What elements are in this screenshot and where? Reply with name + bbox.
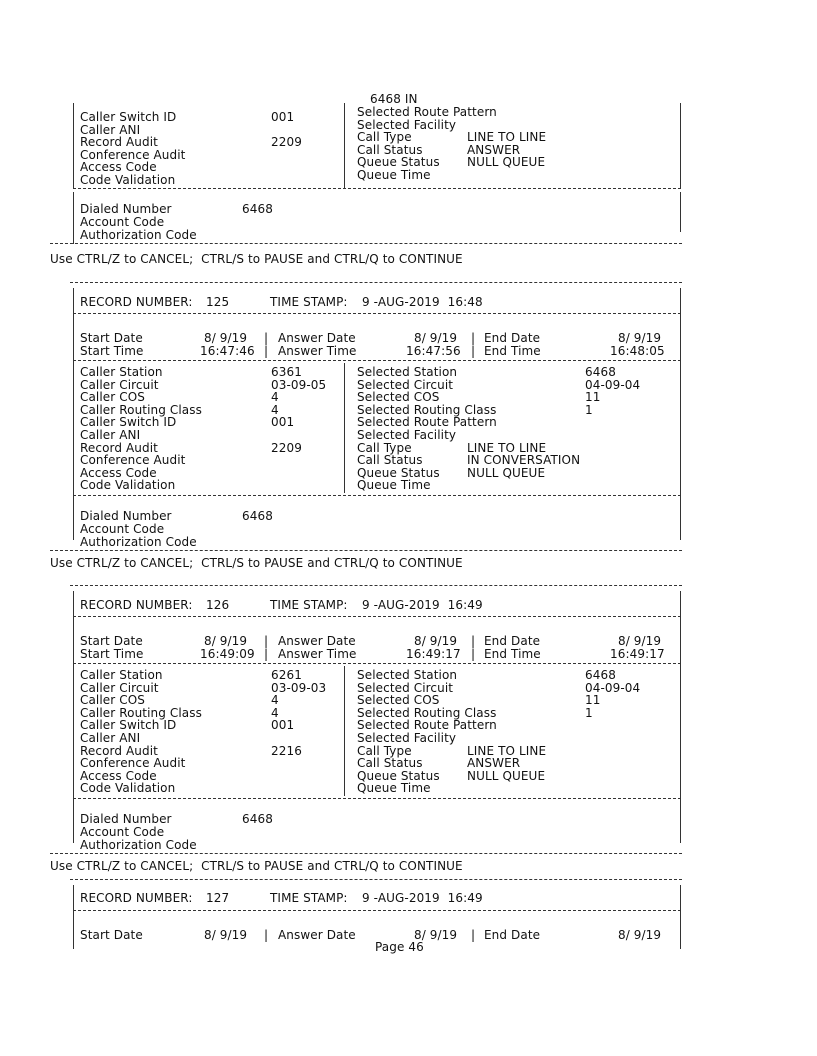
record-number-value: 125 [206,295,230,309]
time-stamp-value: 9 -AUG-2019 16:49 [362,598,483,612]
caller-field-value: 6261 [271,668,302,682]
end-time-label: End Time [484,647,541,661]
separator-bar: | [471,344,476,358]
dialed-number-value: 6468 [242,812,273,826]
authorization-code-label: Authorization Code [80,838,197,852]
divider [50,550,682,551]
dialed-number-label: Dialed Number [80,509,172,523]
box-left-border [73,192,74,244]
caller-field-label: Caller Circuit [80,680,159,695]
selected-field-label: Selected Facility [357,117,457,132]
caller-field-label: Caller Routing Class [80,402,202,417]
header-tail: 6468 IN [370,92,418,106]
caller-field-value: 4 [271,693,279,708]
dialed-number-label: Dialed Number [80,812,172,826]
answer-date-value: 8/ 9/19 [414,331,458,345]
divider [73,798,681,799]
selected-field-label: Queue Time [357,168,431,182]
caller-field-label: Caller Circuit [80,377,159,392]
account-code-label: Account Code [80,522,165,536]
separator-bar: | [264,634,269,648]
answer-time-label: Answer Time [278,344,357,358]
column-divider [344,103,345,188]
answer-date-value: 8/ 9/19 [414,634,458,648]
caller-field-label: Access Code [80,160,157,175]
start-time-value: 16:49:09 [200,647,255,661]
selected-field-label: Selected Route Pattern [357,105,497,119]
start-time-label: Start Time [80,647,144,661]
selected-field-label: Selected Station [357,668,458,682]
caller-field-label: Caller Routing Class [80,705,202,720]
authorization-code-label: Authorization Code [80,535,197,549]
selected-field-value: 04-09-04 [585,377,641,392]
record-number-label: RECORD NUMBER: [80,891,193,905]
selected-field-label: Selected Route Pattern [357,415,497,430]
separator-bar: | [471,647,476,661]
record-number-value: 126 [206,598,230,612]
end-date-label: End Date [484,331,541,345]
end-date-value: 8/ 9/19 [618,634,662,648]
selected-field-value: NULL QUEUE [467,465,546,480]
caller-field-value: 03-09-03 [271,680,327,695]
box-right-border [680,288,681,540]
divider [70,879,682,880]
selected-field-value: 6468 [585,668,616,682]
divider [70,585,682,586]
box-right-border [680,591,681,843]
end-date-label: End Date [484,928,541,942]
start-date-label: Start Date [80,928,143,942]
caller-field-value: 2209 [271,440,302,455]
separator-bar: | [264,647,269,661]
caller-field-value: 001 [271,718,295,733]
selected-field-label: Call Status [357,142,423,157]
selected-field-label: Call Status [357,756,423,771]
start-date-value: 8/ 9/19 [204,928,248,942]
box-left-border [73,103,74,188]
selected-field-value: LINE TO LINE [467,130,547,145]
selected-field-label: Queue Status [357,465,440,480]
separator-bar: | [264,331,269,345]
caller-field-value: 6361 [271,365,302,379]
box-left-border [73,591,74,843]
end-date-value: 8/ 9/19 [618,928,662,942]
selected-field-value: 6468 [585,365,616,379]
time-stamp-label: TIME STAMP: [270,891,348,905]
selected-field-value: NULL QUEUE [467,155,546,170]
authorization-code-label: Authorization Code [80,228,197,242]
selected-field-label: Selected Routing Class [357,705,497,720]
selected-field-value: ANSWER [467,756,521,771]
divider [73,313,681,314]
start-date-value: 8/ 9/19 [204,331,248,345]
separator-bar: | [471,634,476,648]
separator-bar: | [471,928,476,942]
answer-date-label: Answer Date [278,928,356,942]
selected-field-label: Queue Time [357,781,431,796]
answer-time-value: 16:49:17 [406,647,461,661]
selected-field-label: Selected Facility [357,731,457,745]
selected-field-label: Selected COS [357,390,440,405]
selected-field-label: Queue Time [357,478,431,493]
selected-field-label: Selected Station [357,365,458,379]
caller-field-label: Caller Station [80,668,163,682]
dialed-number-label: Dialed Number [80,202,172,216]
selected-field-label: Call Type [357,743,412,758]
divider [50,853,682,854]
caller-field-value: 001 [271,110,295,124]
start-date-value: 8/ 9/19 [204,634,248,648]
selected-field-label: Call Type [357,440,412,455]
caller-field-label: Conference Audit [80,453,186,468]
selected-field-value: 11 [585,693,601,708]
selected-field-value: 11 [585,390,601,405]
column-divider [344,363,345,493]
divider [73,360,681,361]
selected-field-label: Selected Facility [357,428,457,442]
separator-bar: | [471,331,476,345]
separator-bar: | [264,344,269,358]
answer-time-label: Answer Time [278,647,357,661]
selected-field-label: Selected Circuit [357,377,454,392]
end-time-value: 16:49:17 [610,647,665,661]
start-date-label: Start Date [80,634,143,648]
answer-time-value: 16:47:56 [406,344,461,358]
caller-field-label: Conference Audit [80,756,186,771]
selected-field-value: 1 [585,402,593,417]
selected-field-value: NULL QUEUE [467,768,546,783]
box-right-border [680,103,681,188]
column-divider [344,666,345,796]
divider [73,910,681,911]
answer-date-value: 8/ 9/19 [414,928,458,942]
dialed-number-value: 6468 [242,509,273,523]
caller-field-value: 4 [271,402,279,417]
selected-field-value: LINE TO LINE [467,743,547,758]
selected-field-label: Call Status [357,453,423,468]
selected-field-value: 1 [585,705,593,720]
end-time-label: End Time [484,344,541,358]
divider [73,495,681,496]
caller-field-label: Code Validation [80,173,176,187]
selected-field-label: Selected Circuit [357,680,454,695]
selected-field-value: ANSWER [467,142,521,157]
caller-field-label: Caller Switch ID [80,718,177,733]
caller-field-label: Conference Audit [80,147,186,162]
control-prompt: Use CTRL/Z to CANCEL; CTRL/S to PAUSE and CTRL/Q to CONTINUE [50,859,463,873]
start-time-value: 16:47:46 [200,344,255,358]
caller-field-label: Code Validation [80,478,176,493]
divider [73,663,681,664]
end-time-value: 16:48:05 [610,344,665,358]
selected-field-value: LINE TO LINE [467,440,547,455]
selected-field-label: Selected Route Pattern [357,718,497,733]
end-date-label: End Date [484,634,541,648]
selected-field-label: Call Type [357,130,412,145]
separator-bar: | [264,928,269,942]
selected-field-value: IN CONVERSATION [467,453,581,468]
selected-field-label: Queue Status [357,768,440,783]
caller-field-label: Access Code [80,465,157,480]
caller-field-label: Caller Switch ID [80,110,177,124]
record-number-label: RECORD NUMBER: [80,295,193,309]
box-left-border [73,885,74,949]
caller-field-value: 2216 [271,743,302,758]
caller-field-label: Record Audit [80,135,158,150]
account-code-label: Account Code [80,215,165,229]
caller-field-label: Caller ANI [80,731,141,745]
caller-field-label: Record Audit [80,743,158,758]
caller-field-label: Code Validation [80,781,176,796]
time-stamp-value: 9 -AUG-2019 16:49 [362,891,483,905]
box-left-border [73,288,74,540]
caller-field-label: Access Code [80,768,157,783]
caller-field-label: Record Audit [80,440,158,455]
caller-field-value: 4 [271,705,279,720]
caller-field-label: Caller Station [80,365,163,379]
caller-field-label: Caller ANI [80,428,141,442]
caller-field-value: 4 [271,390,279,405]
divider [50,243,682,244]
answer-date-label: Answer Date [278,634,356,648]
time-stamp-label: TIME STAMP: [270,598,348,612]
dialed-number-value: 6468 [242,202,273,216]
divider [73,188,681,189]
caller-field-label: Caller Switch ID [80,415,177,430]
box-right-border [680,885,681,949]
answer-date-label: Answer Date [278,331,356,345]
selected-field-value: 04-09-04 [585,680,641,695]
selected-field-label: Selected COS [357,693,440,708]
page-number: Page 46 [375,940,424,954]
divider [70,282,682,283]
control-prompt: Use CTRL/Z to CANCEL; CTRL/S to PAUSE and CTRL/Q to CONTINUE [50,556,463,570]
caller-field-label: Caller COS [80,390,145,405]
caller-field-value: 2209 [271,135,302,150]
time-stamp-value: 9 -AUG-2019 16:48 [362,295,483,309]
selected-field-label: Queue Status [357,155,440,170]
box-right-border [680,192,681,232]
divider [73,616,681,617]
control-prompt: Use CTRL/Z to CANCEL; CTRL/S to PAUSE and CTRL/Q to CONTINUE [50,252,463,266]
caller-field-value: 03-09-05 [271,377,327,392]
caller-field-label: Caller COS [80,693,145,708]
selected-field-label: Selected Routing Class [357,402,497,417]
end-date-value: 8/ 9/19 [618,331,662,345]
record-number-label: RECORD NUMBER: [80,598,193,612]
caller-field-label: Caller ANI [80,122,141,137]
caller-field-value: 001 [271,415,295,430]
start-date-label: Start Date [80,331,143,345]
start-time-label: Start Time [80,344,144,358]
time-stamp-label: TIME STAMP: [270,295,348,309]
account-code-label: Account Code [80,825,165,839]
record-number-value: 127 [206,891,230,905]
